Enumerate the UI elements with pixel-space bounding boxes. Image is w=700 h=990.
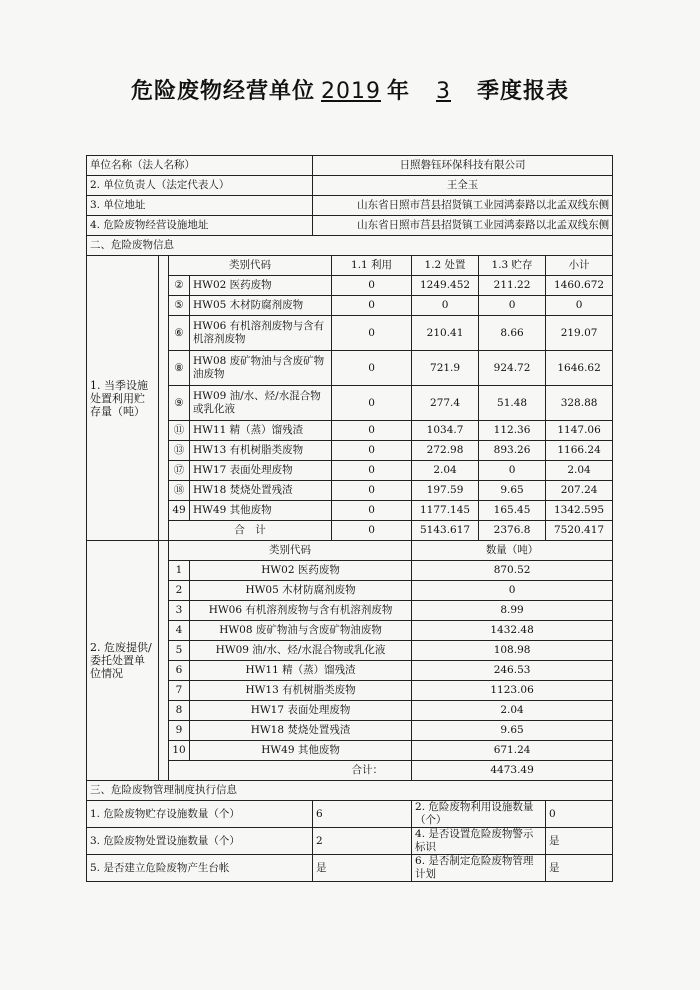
info-row — [87, 156, 613, 176]
info-label: 4. 危险废物经营设施地址 — [87, 216, 313, 236]
mgmt-label: 6. 是否制定危险废物管理计划 — [412, 855, 546, 882]
row-name: HW02 医药废物 — [190, 561, 412, 581]
row-subtotal: 1147.06 — [546, 421, 613, 441]
row-use: 0 — [332, 421, 412, 441]
row-store: 893.26 — [479, 441, 546, 461]
row-subtotal: 207.24 — [546, 481, 613, 501]
col-header: 数量（吨） — [412, 541, 613, 561]
info-row — [87, 196, 613, 216]
spacer-cell — [159, 256, 169, 541]
row-name: HW17 表面处理废物 — [190, 461, 332, 481]
row-store: 165.45 — [479, 501, 546, 521]
info-label: 2. 单位负责人（法定代表人） — [87, 176, 313, 196]
part1-header-row — [87, 256, 613, 276]
row-use: 0 — [332, 386, 412, 421]
mgmt-value: 是 — [546, 828, 613, 855]
row-name: HW11 精（蒸）馏残渣 — [190, 421, 332, 441]
row-qty: 108.98 — [412, 641, 613, 661]
row-name: HW09 油/水、烃/水混合物或乳化液 — [190, 641, 412, 661]
row-store: 924.72 — [479, 351, 546, 386]
row-no: 6 — [169, 661, 190, 681]
page-title — [0, 74, 700, 105]
row-subtotal: 1460.672 — [546, 276, 613, 296]
row-qty: 9.65 — [412, 721, 613, 741]
row-no: 2 — [169, 581, 190, 601]
row-no: 3 — [169, 601, 190, 621]
col-header: 1.3 贮存 — [479, 256, 546, 276]
row-store: 9.65 — [479, 481, 546, 501]
row-use: 0 — [332, 441, 412, 461]
row-store: 0 — [479, 461, 546, 481]
row-name: HW13 有机树脂类废物 — [190, 681, 412, 701]
row-use: 0 — [332, 501, 412, 521]
row-dispose: 197.59 — [412, 481, 479, 501]
row-no: ⑧ — [169, 351, 190, 386]
total-subtotal: 7520.417 — [546, 521, 613, 541]
row-subtotal: 0 — [546, 296, 613, 316]
row-qty: 870.52 — [412, 561, 613, 581]
total-label: 合计： — [169, 761, 412, 781]
row-use: 0 — [332, 481, 412, 501]
row-no: ⑨ — [169, 386, 190, 421]
col-header: 小计 — [546, 256, 613, 276]
row-no: ⑥ — [169, 316, 190, 351]
mgmt-label: 2. 危险废物利用设施数量（个） — [412, 801, 546, 828]
mgmt-value: 0 — [546, 801, 613, 828]
row-subtotal: 219.07 — [546, 316, 613, 351]
part2-header-row — [87, 541, 613, 561]
part2-label: 2. 危废提供/委托处置单位情况 — [87, 541, 159, 781]
mgmt-value: 2 — [313, 828, 412, 855]
total-store: 2376.8 — [479, 521, 546, 541]
row-no: ② — [169, 276, 190, 296]
row-no: 5 — [169, 641, 190, 661]
row-no: 10 — [169, 741, 190, 761]
mgmt-value: 是 — [313, 855, 412, 882]
row-name: HW06 有机溶剂废物与含有机溶剂废物 — [190, 316, 332, 351]
row-dispose: 2.04 — [412, 461, 479, 481]
row-no: 9 — [169, 721, 190, 741]
mgmt-label: 5. 是否建立危险废物产生台帐 — [87, 855, 313, 882]
title-suffix: 季度报表 — [477, 79, 570, 104]
row-no: 1 — [169, 561, 190, 581]
report-table — [86, 155, 613, 882]
row-name: HW05 木材防腐剂废物 — [190, 581, 412, 601]
title-year: 2019 — [320, 79, 381, 104]
row-use: 0 — [332, 351, 412, 386]
row-name: HW06 有机溶剂废物与含有机溶剂废物 — [190, 601, 412, 621]
row-use: 0 — [332, 316, 412, 351]
row-name: HW09 油/水、烃/水混合物或乳化液 — [190, 386, 332, 421]
row-dispose: 1249.452 — [412, 276, 479, 296]
row-no: ⑱ — [169, 481, 190, 501]
row-dispose: 1177.145 — [412, 501, 479, 521]
title-quarter: 3 — [436, 79, 451, 104]
section-header — [87, 781, 613, 801]
info-row — [87, 176, 613, 196]
row-dispose: 210.41 — [412, 316, 479, 351]
row-qty: 1432.48 — [412, 621, 613, 641]
row-use: 0 — [332, 276, 412, 296]
mgmt-row — [87, 801, 613, 828]
row-subtotal: 1166.24 — [546, 441, 613, 461]
mgmt-value: 6 — [313, 801, 412, 828]
row-no: 4 — [169, 621, 190, 641]
section-header — [87, 236, 613, 256]
row-name: HW11 精（蒸）馏残渣 — [190, 661, 412, 681]
row-qty: 1123.06 — [412, 681, 613, 701]
row-use: 0 — [332, 461, 412, 481]
row-name: HW18 焚烧处置残渣 — [190, 481, 332, 501]
row-subtotal: 328.88 — [546, 386, 613, 421]
part1-label: 1. 当季设施处置利用贮存量（吨） — [87, 256, 159, 541]
info-row — [87, 216, 613, 236]
row-subtotal: 1342.595 — [546, 501, 613, 521]
row-no: ⑤ — [169, 296, 190, 316]
row-store: 112.36 — [479, 421, 546, 441]
col-header: 1.1 利用 — [332, 256, 412, 276]
total-use: 0 — [332, 521, 412, 541]
row-store: 0 — [479, 296, 546, 316]
mgmt-row — [87, 828, 613, 855]
row-no: ⑪ — [169, 421, 190, 441]
row-no: ⑰ — [169, 461, 190, 481]
spacer-cell — [159, 541, 169, 781]
mgmt-label: 1. 危险废物贮存设施数量（个） — [87, 801, 313, 828]
row-no: 8 — [169, 701, 190, 721]
row-no: ⑬ — [169, 441, 190, 461]
row-qty: 8.99 — [412, 601, 613, 621]
row-store: 8.66 — [479, 316, 546, 351]
row-subtotal: 2.04 — [546, 461, 613, 481]
info-value: 日照磐钰环保科技有限公司 — [313, 156, 613, 176]
row-name: HW49 其他废物 — [190, 741, 412, 761]
row-store: 211.22 — [479, 276, 546, 296]
row-qty: 246.53 — [412, 661, 613, 681]
row-name: HW08 废矿物油与含废矿物油废物 — [190, 621, 412, 641]
row-name: HW08 废矿物油与含废矿物油废物 — [190, 351, 332, 386]
col-header: 类别代码 — [169, 256, 332, 276]
row-name: HW05 木材防腐剂废物 — [190, 296, 332, 316]
row-qty: 2.04 — [412, 701, 613, 721]
section3-title: 三、危险废物管理制度执行信息 — [87, 781, 613, 801]
info-value: 山东省日照市莒县招贤镇工业园鸿泰路以北孟双线东侧 — [313, 196, 613, 216]
row-use: 0 — [332, 296, 412, 316]
title-year-unit: 年 — [386, 79, 410, 104]
row-no: 49 — [169, 501, 190, 521]
title-prefix: 危险废物经营单位 — [130, 79, 315, 104]
mgmt-label: 3. 危险废物处置设施数量（个） — [87, 828, 313, 855]
row-store: 51.48 — [479, 386, 546, 421]
row-dispose: 0 — [412, 296, 479, 316]
row-qty: 671.24 — [412, 741, 613, 761]
row-dispose: 277.4 — [412, 386, 479, 421]
row-dispose: 721.9 — [412, 351, 479, 386]
row-name: HW17 表面处理废物 — [190, 701, 412, 721]
total-qty: 4473.49 — [412, 761, 613, 781]
row-dispose: 1034.7 — [412, 421, 479, 441]
section2-title: 二、危险废物信息 — [87, 236, 613, 256]
info-label: 单位名称（法人名称） — [87, 156, 313, 176]
row-no: 7 — [169, 681, 190, 701]
row-name: HW49 其他废物 — [190, 501, 332, 521]
total-label: 合 计 — [169, 521, 332, 541]
total-dispose: 5143.617 — [412, 521, 479, 541]
col-header: 1.2 处置 — [412, 256, 479, 276]
info-value: 王全玉 — [313, 176, 613, 196]
row-qty: 0 — [412, 581, 613, 601]
row-name: HW13 有机树脂类废物 — [190, 441, 332, 461]
mgmt-value: 是 — [546, 855, 613, 882]
col-header: 类别代码 — [169, 541, 412, 561]
row-name: HW02 医药废物 — [190, 276, 332, 296]
row-subtotal: 1646.62 — [546, 351, 613, 386]
mgmt-row — [87, 855, 613, 882]
info-label: 3. 单位地址 — [87, 196, 313, 216]
row-name: HW18 焚烧处置残渣 — [190, 721, 412, 741]
row-dispose: 272.98 — [412, 441, 479, 461]
info-value: 山东省日照市莒县招贤镇工业园鸿泰路以北孟双线东侧 — [313, 216, 613, 236]
mgmt-label: 4. 是否设置危险废物警示标识 — [412, 828, 546, 855]
